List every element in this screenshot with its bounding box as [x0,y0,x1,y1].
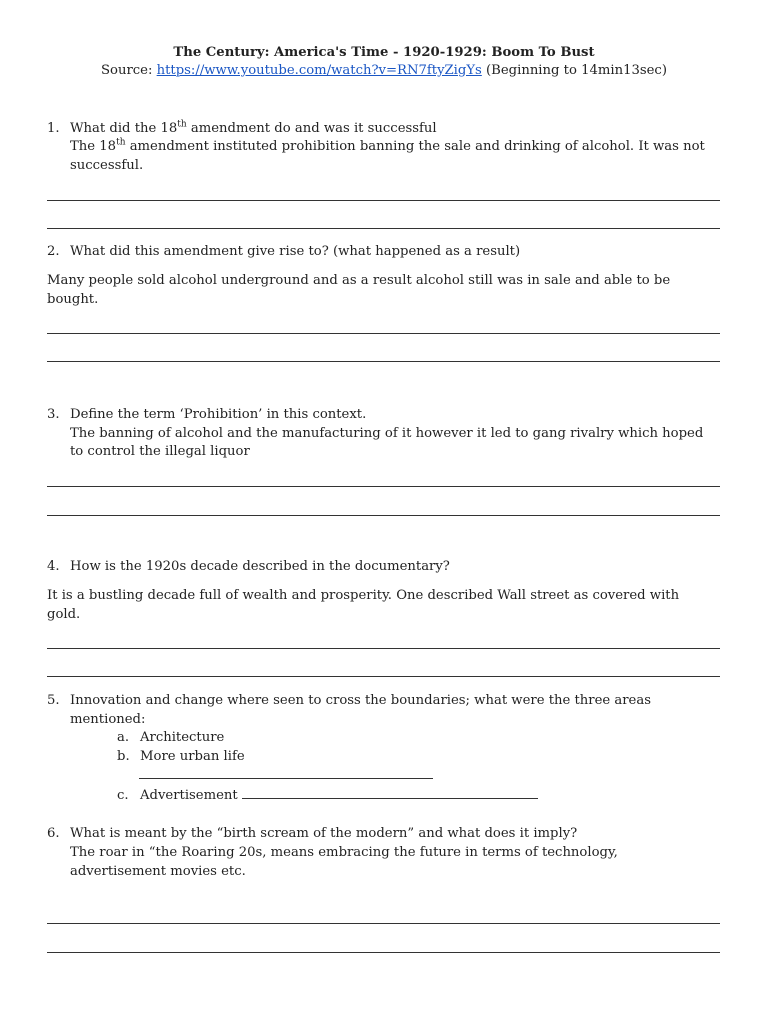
fill-blank [139,766,433,785]
list-item [117,747,245,766]
source-link[interactable]: https://www.youtube.com/watch?v=RN7ftyZigYs [156,63,482,78]
question-text: Innovation and change where seen to cross the boundaries; what were the three areas [70,693,651,708]
source-note: (Beginning to 14min13sec) [481,63,667,78]
answer-rule [47,923,720,924]
question-number: 2. [47,244,60,259]
question-number: 4. [47,559,60,574]
answer-2-line-2: bought. [47,292,99,307]
question-number: 1. [47,121,60,136]
answer-rule [47,486,720,487]
list-letter: b. [117,749,130,764]
answer-4-line-2: gold. [47,607,81,622]
list-text: Advertisement [140,788,242,803]
list-text: Architecture [140,730,225,745]
question-1 [47,119,727,138]
answer-1-line-1 [70,137,730,156]
answer-3-line-2: to control the illegal liquor [70,444,250,459]
question-text: What did the 18 [70,121,178,136]
superscript: th [177,119,187,130]
blank-line [242,786,538,799]
list-letter: a. [117,730,130,745]
source-label: Source: [101,63,157,78]
answer-rule [47,361,720,362]
question-text: Define the term ‘Prohibition’ in this context. [70,407,367,422]
answer-6-line-1: The roar in “the Roaring 20s, means embracing the future in terms of technology, [70,845,618,860]
answer-4-line-1: It is a bustling decade full of wealth and prosperity. One described Wall street as covered with [47,588,680,603]
answer-rule [47,648,720,649]
question-number: 3. [47,407,60,422]
answer-rule [47,952,720,953]
question-6 [47,824,727,843]
answer-6-line-2: advertisement movies etc. [70,864,246,879]
question-2 [47,242,727,261]
answer-3-line-1: The banning of alcohol and the manufacturing of it however it led to gang rivalry which hoped [70,426,704,441]
question-text: What did this amendment give rise to? (what happened as a result) [70,244,521,259]
question-text-end: amendment do and was it successful [186,121,437,136]
question-number: 5. [47,693,60,708]
answer-rule [47,200,720,201]
question-5 [47,691,727,710]
answer-rule [47,333,720,334]
question-text: How is the 1920s decade described in the documentary? [70,559,450,574]
question-5-line-2: mentioned: [70,712,146,727]
superscript: th [116,137,126,148]
answer-1-line-2: successful. [70,158,144,173]
question-text: What is meant by the “birth scream of the modern” and what does it imply? [70,826,578,841]
list-item [117,728,224,747]
answer-rule [47,515,720,516]
answer-2-line-1: Many people sold alcohol underground and as a result alcohol still was in sale and able to be [47,273,671,288]
answer-text-end: amendment instituted prohibition banning the sale and drinking of alcohol. It was not [125,139,705,154]
source-line [0,61,768,80]
answer-rule [47,228,720,229]
answer-text: The 18 [70,139,117,154]
document-title: The Century: America's Time - 1920-1929: Boom To Bust [173,45,595,60]
list-text: More urban life [140,749,245,764]
question-4 [47,557,727,576]
list-item [117,786,538,805]
question-number: 6. [47,826,60,841]
blank-line [139,766,433,779]
question-3 [47,405,727,424]
answer-rule [47,676,720,677]
list-letter: c. [117,788,129,803]
